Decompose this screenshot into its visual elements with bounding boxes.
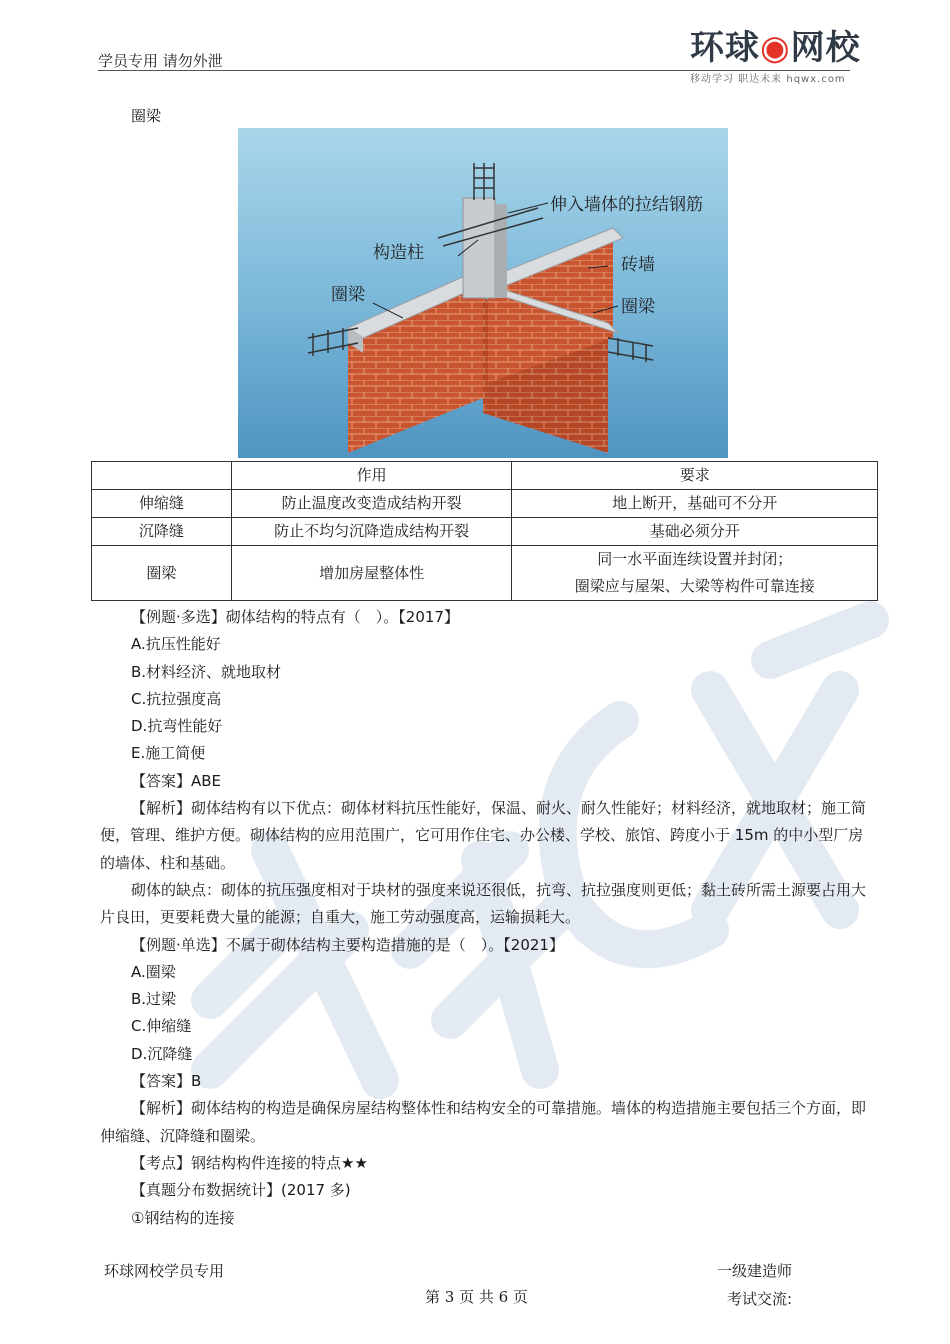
analysis: 【解析】砌体结构的构造是确保房屋结构整体性和结构安全的可靠措施。墙体的构造措施主要包括三个方面，即伸缩缝、沉降缝和圈梁。 [100, 1099, 867, 1145]
footer-exchange-text: 考试交流: [727, 1290, 793, 1308]
table-header-cell [92, 462, 232, 490]
label-ring-beam-right: 圈梁 [621, 297, 655, 317]
footer-left-text: 环球网校学员专用 [104, 1262, 225, 1280]
figure-caption: 圈梁 [131, 107, 162, 125]
footer-course-name: 一级建造师 [717, 1262, 793, 1280]
option: D.沉降缝 [131, 1044, 193, 1063]
option: D.抗弯性能好 [131, 717, 223, 736]
answer: 【答案】B [131, 1072, 202, 1091]
table-row [92, 546, 878, 601]
exercise-content [100, 604, 870, 1232]
answer: 【答案】ABE [131, 771, 222, 790]
label-column: 构造柱 [373, 243, 424, 263]
label-ring-beam-left: 圈梁 [331, 285, 365, 305]
option: A.抗压性能好 [131, 635, 221, 654]
table-cell-name: 伸缩缝 [92, 490, 232, 518]
label-tie-bar: 伸入墙体的拉结钢筋 [550, 195, 703, 215]
exam-statistics: 【真题分布数据统计】(2017 多) [131, 1181, 351, 1200]
table-row [92, 518, 878, 546]
ring-beam-diagram [238, 128, 728, 458]
option: B.过梁 [131, 990, 177, 1009]
option: A.圈梁 [131, 962, 176, 981]
exam-point: 【考点】钢结构构件连接的特点★★ [131, 1153, 368, 1172]
label-brick-wall: 砖墙 [621, 255, 655, 275]
option: C.抗拉强度高 [131, 689, 222, 708]
page-number: 第 3 页 共 6 页 [425, 1288, 528, 1306]
table-cell-purpose: 防止不均匀沉降造成结构开裂 [231, 518, 512, 546]
analysis: 【解析】砌体结构有以下优点：砌体材料抗压性能好，保温、耐火、耐久性能好；材料经济，就地取材；施工简便，管理、维护方便。砌体结构的应用范围广，它可用作住宅、办公楼、学校、旅馆、跨度小于 15m 的中小型厂房的墙体、柱和基础。 [100, 799, 867, 872]
table-cell-requirement [512, 546, 878, 601]
table-cell-purpose: 增加房屋整体性 [231, 546, 512, 601]
option: E.施工简便 [131, 744, 206, 763]
table-cell-requirement: 基础必须分开 [512, 518, 878, 546]
subsection-title: ①钢结构的连接 [131, 1208, 235, 1227]
header-confidential-text: 学员专用 请勿外泄 [98, 52, 223, 70]
table-cell-purpose: 防止温度改变造成结构开裂 [231, 490, 512, 518]
logo-slogan: 移动学习 职达未来 hqwx.com [690, 74, 846, 85]
question-title: 【例题·单选】不属于砌体结构主要构造措施的是（ ）。【2021】 [131, 935, 564, 954]
requirement-line: 圈梁应与屋架、大梁等构件可靠连接 [574, 577, 815, 595]
analysis: 砌体的缺点：砌体的抗压强度相对于块材的强度来说还很低，抗弯、抗拉强度则更低；黏土砖所需土源要占用大片良田，更要耗费大量的能源；自重大，施工劳动强度高，运输损耗大。 [100, 880, 867, 927]
option: B.材料经济、就地取材 [131, 662, 282, 681]
brand-logo [690, 28, 870, 90]
table-cell-requirement: 地上断开，基础可不分开 [512, 490, 878, 518]
joint-comparison-table [91, 461, 878, 601]
table-header-row [92, 462, 878, 490]
requirement-line: 同一水平面连续设置并封闭； [597, 550, 793, 568]
option: C.伸缩缝 [131, 1017, 192, 1036]
table-header-cell: 要求 [512, 462, 878, 490]
table-header-cell: 作用 [231, 462, 512, 490]
table-cell-name: 沉降缝 [92, 518, 232, 546]
question-title: 【例题·多选】砌体结构的特点有（ ）。【2017】 [131, 608, 459, 626]
logo-wordmark: 环球◉网校 [690, 28, 861, 68]
table-cell-name: 圈梁 [92, 546, 232, 601]
table-row [92, 490, 878, 518]
